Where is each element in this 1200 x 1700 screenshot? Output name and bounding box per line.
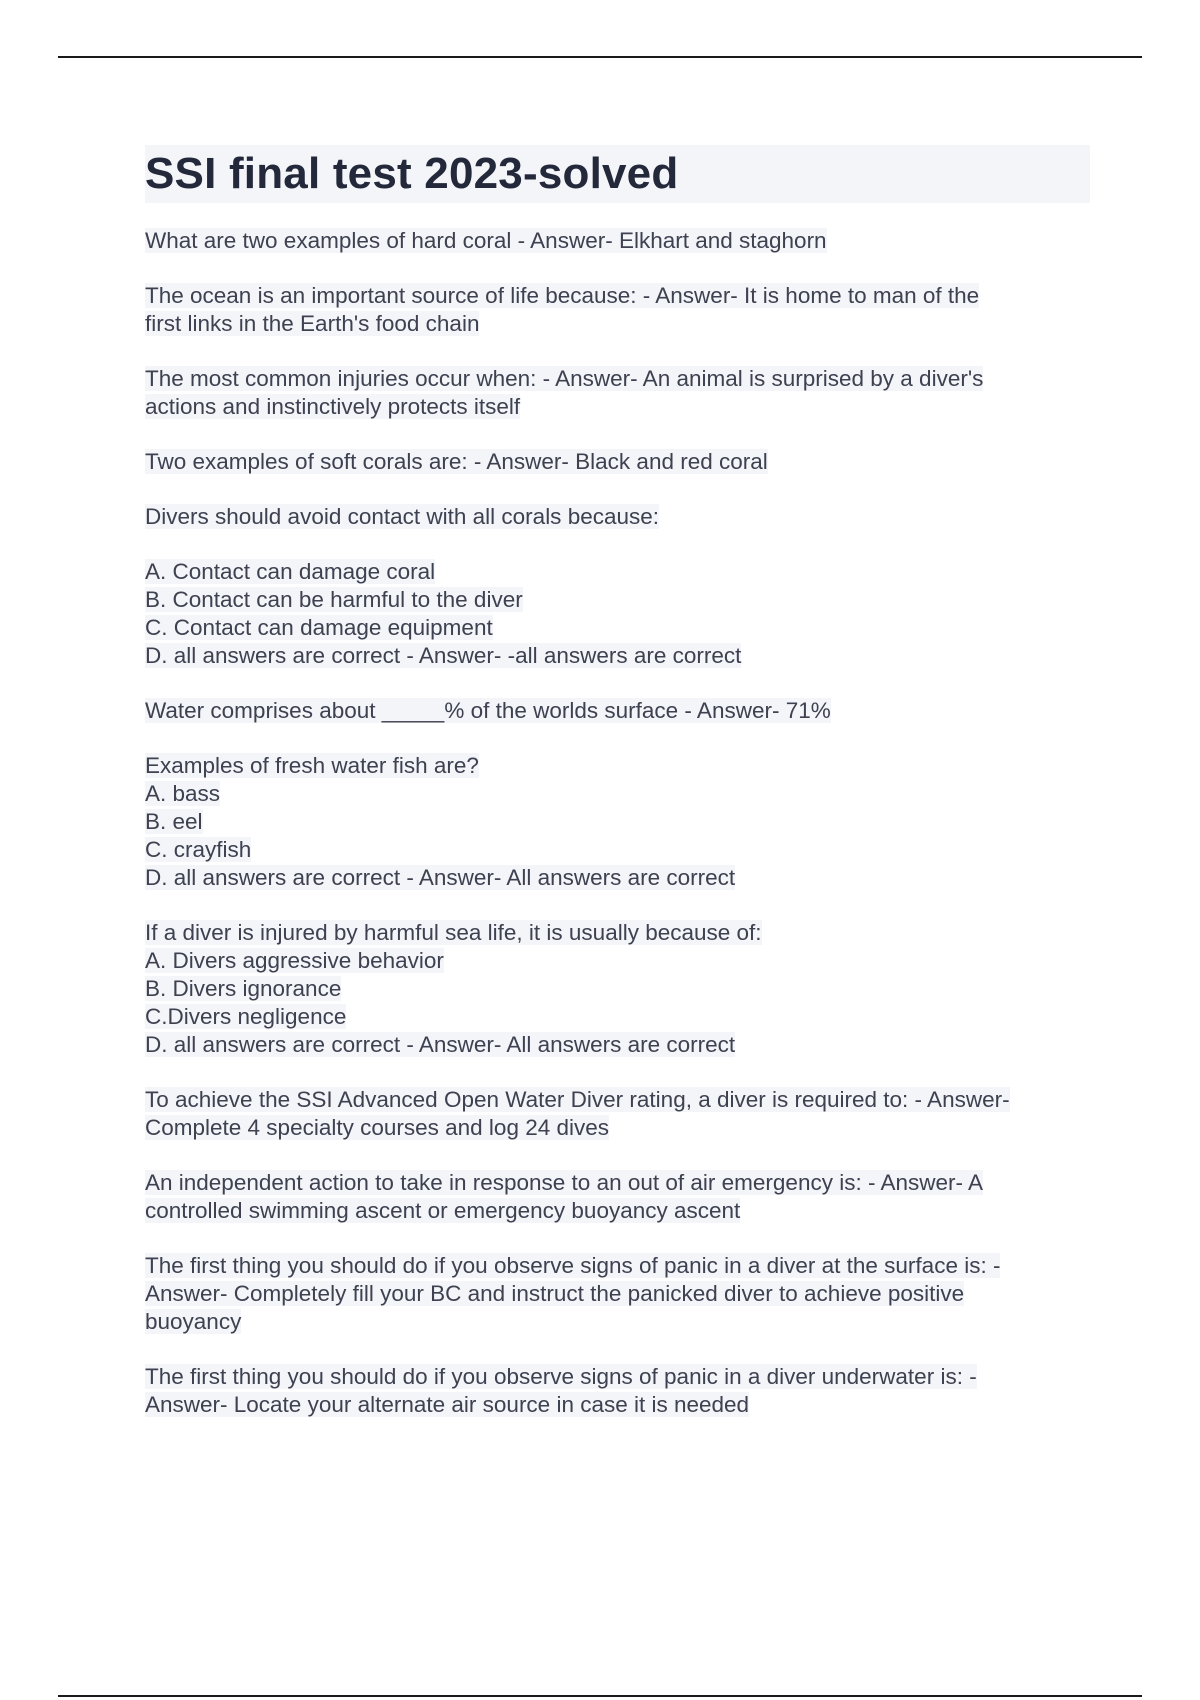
qa-text: Divers should avoid contact with all corals because: (145, 504, 660, 529)
qa-line (145, 1003, 1090, 1031)
qa-line (145, 227, 1090, 255)
qa-line (145, 1086, 1090, 1114)
qa-item (145, 1363, 1090, 1419)
qa-line (145, 393, 1090, 421)
qa-line (145, 1308, 1090, 1336)
qa-line (145, 448, 1090, 476)
qa-item (145, 558, 1090, 670)
qa-item (145, 752, 1090, 892)
document-body (145, 145, 1090, 1446)
qa-text: D. all answers are correct - Answer- -all answers are correct (145, 643, 742, 668)
qa-text: Answer- Locate your alternate air source in case it is needed (145, 1392, 750, 1417)
qa-line (145, 642, 1090, 670)
qa-line (145, 697, 1090, 725)
document-title: SSI final test 2023-solved (145, 149, 679, 198)
qa-line (145, 503, 1090, 531)
qa-line (145, 1252, 1090, 1280)
qa-line (145, 310, 1090, 338)
qa-item (145, 503, 1090, 531)
qa-text: C. crayfish (145, 837, 252, 862)
qa-text: If a diver is injured by harmful sea life, it is usually because of: (145, 920, 762, 945)
qa-text: C.Divers negligence (145, 1004, 347, 1029)
qa-item (145, 1086, 1090, 1142)
qa-line (145, 1169, 1090, 1197)
qa-text: The ocean is an important source of life because: - Answer- It is home to man of the (145, 283, 980, 308)
qa-text: B. Contact can be harmful to the diver (145, 587, 523, 612)
qa-line (145, 282, 1090, 310)
qa-text: controlled swimming ascent or emergency buoyancy ascent (145, 1198, 741, 1223)
qa-line (145, 919, 1090, 947)
qa-text: What are two examples of hard coral - Answer- Elkhart and staghorn (145, 228, 827, 253)
qa-text: D. all answers are correct - Answer- All answers are correct (145, 1032, 736, 1057)
qa-item (145, 365, 1090, 421)
qa-text: An independent action to take in response to an out of air emergency is: - Answer- A (145, 1170, 983, 1195)
qa-line (145, 836, 1090, 864)
qa-line (145, 1391, 1090, 1419)
qa-line (145, 558, 1090, 586)
qa-line (145, 1197, 1090, 1225)
qa-text: D. all answers are correct - Answer- All answers are correct (145, 865, 736, 890)
qa-line (145, 864, 1090, 892)
qa-line (145, 947, 1090, 975)
qa-line (145, 1363, 1090, 1391)
qa-text: buoyancy (145, 1309, 242, 1334)
qa-text: To achieve the SSI Advanced Open Water Diver rating, a diver is required to: - Answer- (145, 1087, 1010, 1112)
qa-text: B. Divers ignorance (145, 976, 342, 1001)
qa-line (145, 752, 1090, 780)
qa-list (145, 227, 1090, 1419)
qa-line (145, 975, 1090, 1003)
qa-line (145, 614, 1090, 642)
qa-text: Complete 4 specialty courses and log 24 dives (145, 1115, 610, 1140)
qa-text: A. bass (145, 781, 221, 806)
qa-item (145, 1169, 1090, 1225)
qa-line (145, 808, 1090, 836)
qa-line (145, 1114, 1090, 1142)
qa-item (145, 227, 1090, 255)
qa-line (145, 365, 1090, 393)
title-band (145, 145, 1090, 203)
qa-line (145, 780, 1090, 808)
qa-item (145, 1252, 1090, 1336)
qa-text: A. Divers aggressive behavior (145, 948, 444, 973)
qa-line (145, 586, 1090, 614)
qa-item (145, 697, 1090, 725)
qa-text: first links in the Earth's food chain (145, 311, 480, 336)
qa-text: The most common injuries occur when: - Answer- An animal is surprised by a diver's (145, 366, 984, 391)
header-rule (58, 56, 1142, 58)
qa-text: C. Contact can damage equipment (145, 615, 493, 640)
qa-text: Answer- Completely fill your BC and instruct the panicked diver to achieve positive (145, 1281, 965, 1306)
qa-item (145, 282, 1090, 338)
qa-text: Water comprises about _____% of the worlds surface - Answer- 71% (145, 698, 831, 723)
qa-item (145, 448, 1090, 476)
qa-text: Two examples of soft corals are: - Answer- Black and red coral (145, 449, 768, 474)
qa-text: The first thing you should do if you observe signs of panic in a diver underwater is: - (145, 1364, 977, 1389)
qa-text: The first thing you should do if you observe signs of panic in a diver at the surface is: - (145, 1253, 1001, 1278)
qa-text: actions and instinctively protects itself (145, 394, 521, 419)
qa-item (145, 919, 1090, 1059)
footer-rule (58, 1695, 1142, 1697)
qa-text: A. Contact can damage coral (145, 559, 436, 584)
qa-line (145, 1031, 1090, 1059)
qa-text: Examples of fresh water fish are? (145, 753, 479, 778)
qa-text: B. eel (145, 809, 203, 834)
qa-line (145, 1280, 1090, 1308)
